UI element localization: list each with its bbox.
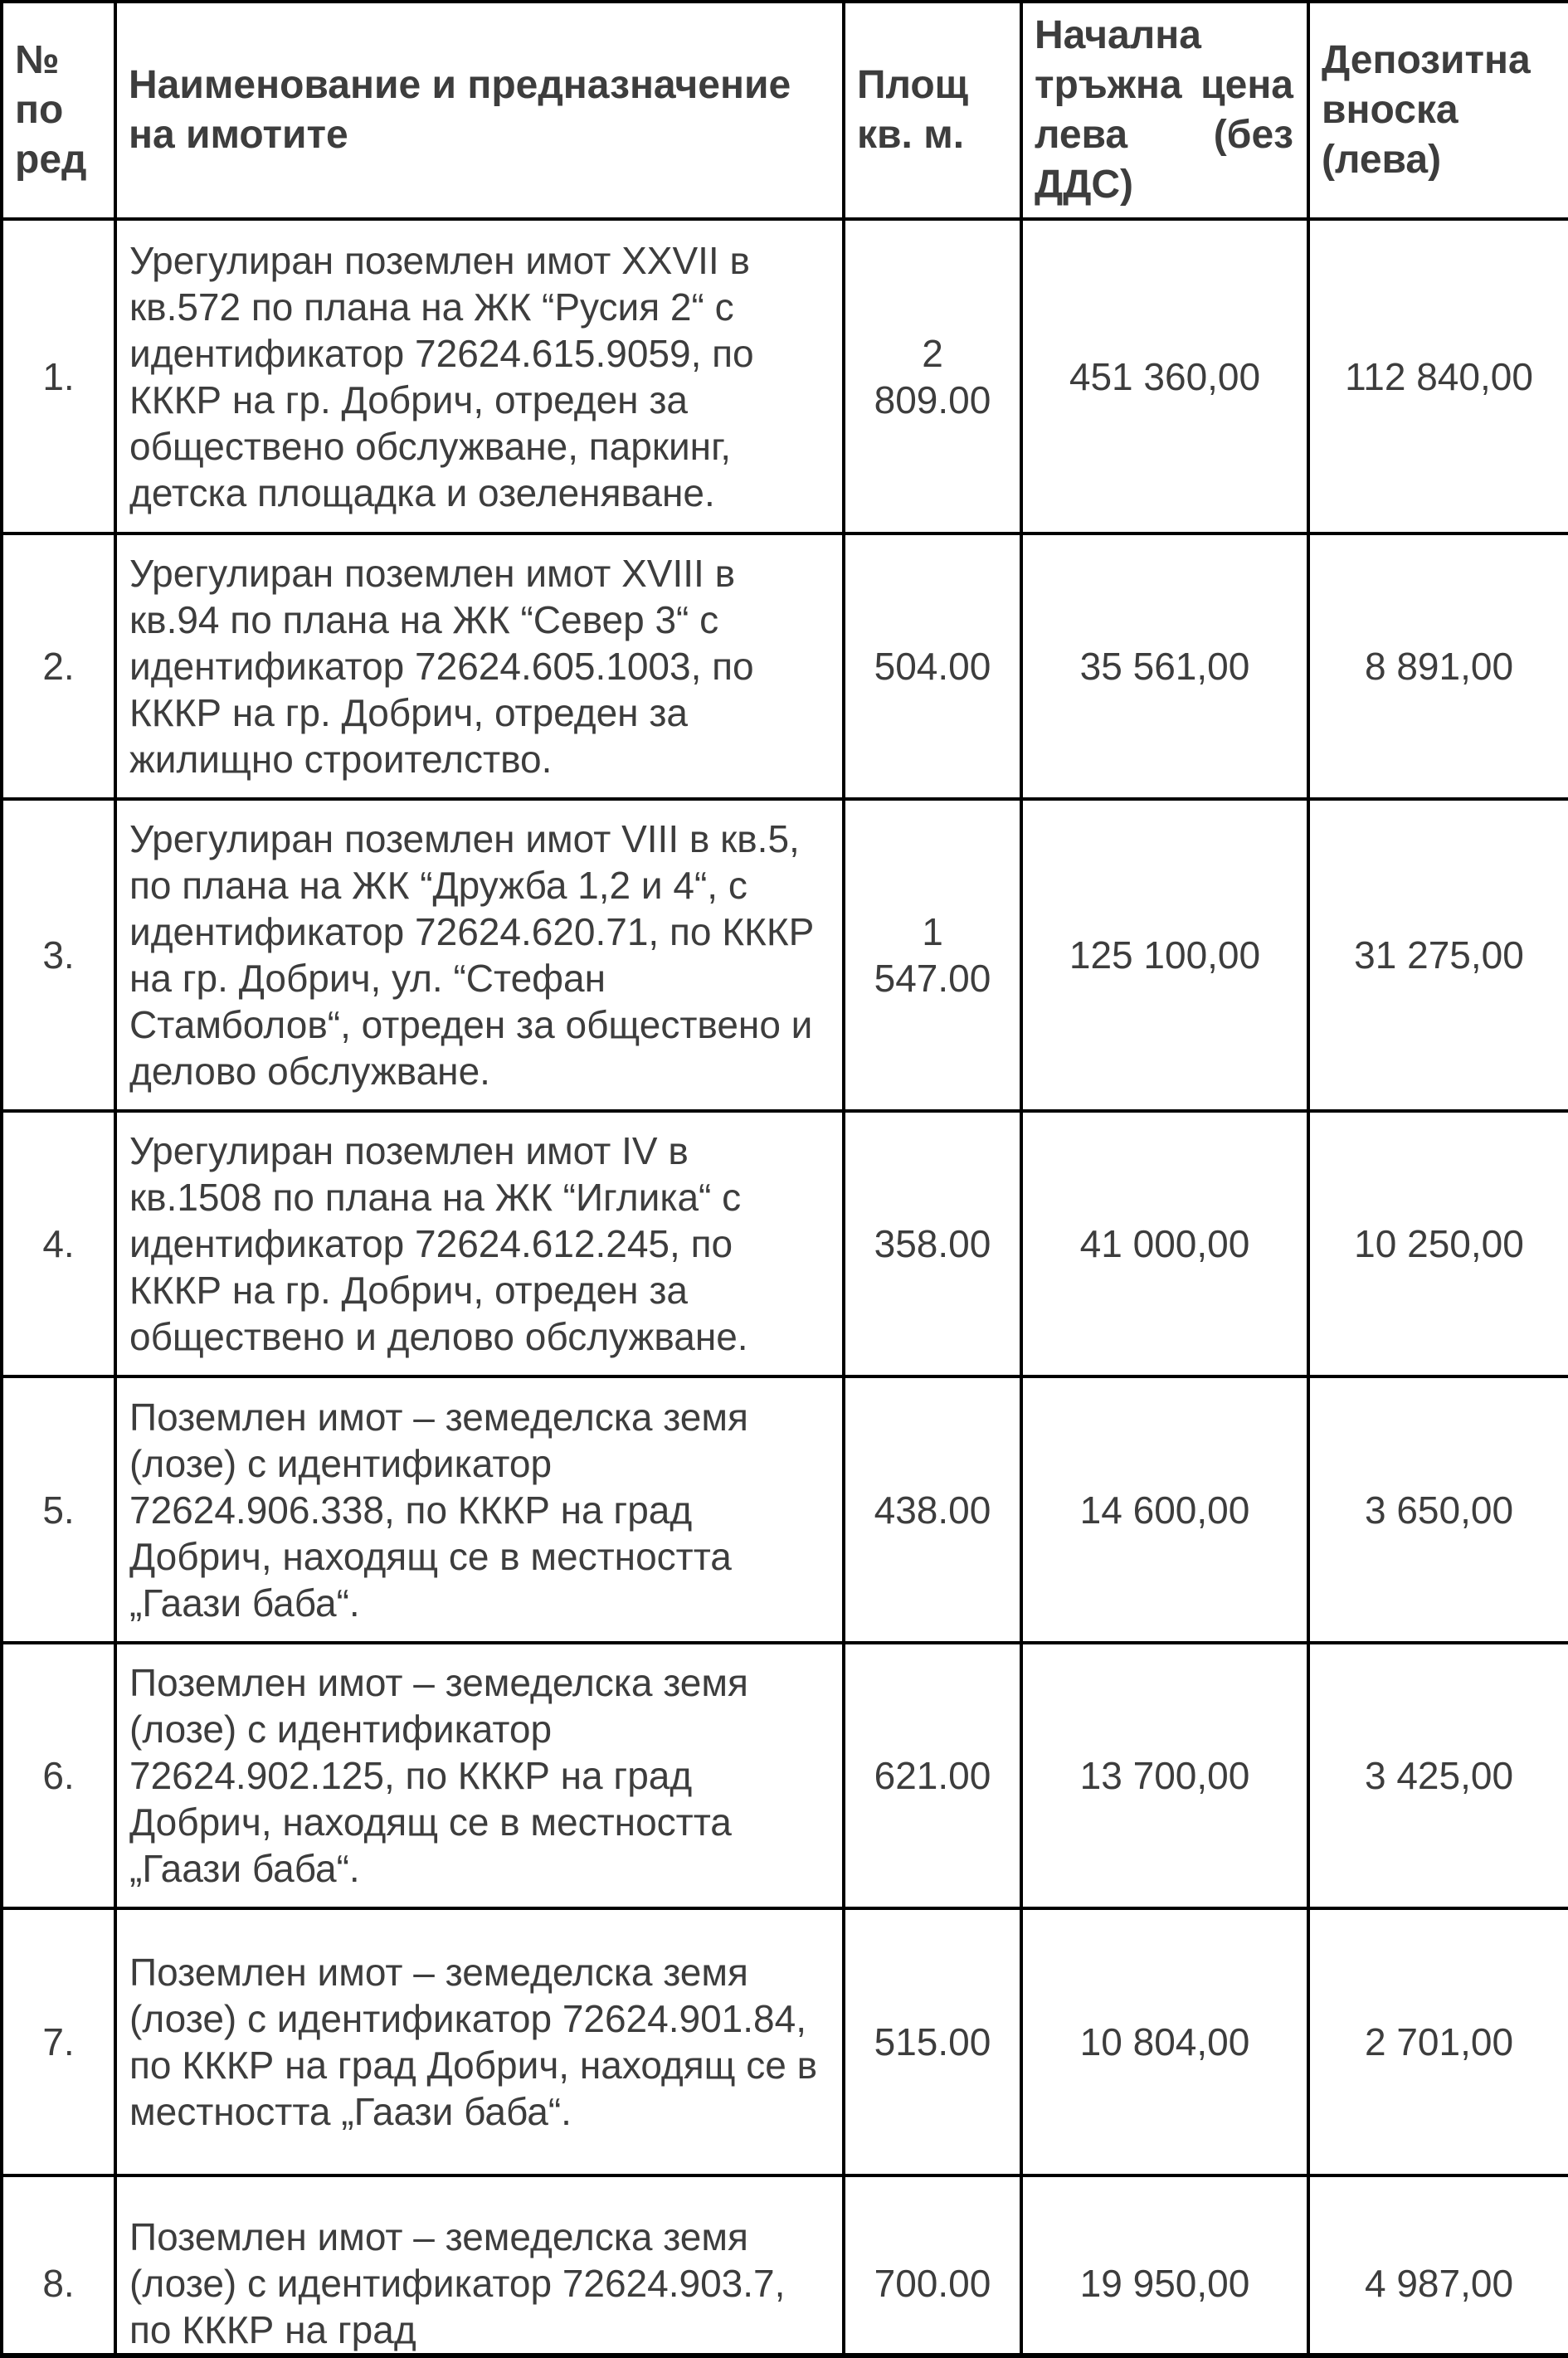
table-body xyxy=(2,219,1568,2358)
deposit-cell: 3 650,00 xyxy=(1308,1376,1568,1643)
property-description-cell: Урегулиран поземлен имот XXVII в кв.572 по плана на ЖК “Русия 2“ с идентификатор 72624.615.9059, по КККР на гр. Добрич, отреден за обществено обслужване, паркинг, детска площадка и озеленяване. xyxy=(115,219,844,533)
area-cell: 504.00 xyxy=(844,533,1021,799)
area-cell: 700.00 xyxy=(844,2175,1021,2358)
row-number-cell: 5. xyxy=(2,1376,115,1643)
property-description-cell: Урегулиран поземлен имот XVIII в кв.94 по плана на ЖК “Север 3“ с идентификатор 72624.605.1003, по КККР на гр. Добрич, отреден за жилищно строителство. xyxy=(115,533,844,799)
starting-price-cell: 14 600,00 xyxy=(1021,1376,1308,1643)
deposit-cell: 3 425,00 xyxy=(1308,1643,1568,1908)
column-header-area: Площ кв. м. xyxy=(844,2,1021,219)
table-row xyxy=(2,219,1568,533)
row-number-cell: 3. xyxy=(2,799,115,1111)
table-row xyxy=(2,533,1568,799)
area-cell: 358.00 xyxy=(844,1111,1021,1376)
property-description-cell: Поземлен имот – земеделска земя (лозе) с идентификатор 72624.903.7, по КККР на град xyxy=(115,2175,844,2358)
row-number-cell: 6. xyxy=(2,1643,115,1908)
row-number-cell: 7. xyxy=(2,1908,115,2175)
starting-price-cell: 13 700,00 xyxy=(1021,1643,1308,1908)
area-cell: 621.00 xyxy=(844,1643,1021,1908)
page-bottom-edge xyxy=(0,2353,1568,2358)
column-header-row-number: № по ред xyxy=(2,2,115,219)
property-description-cell: Поземлен имот – земеделска земя (лозе) с идентификатор 72624.906.338, по КККР на град Добрич, находящ се в местността „Гаази баба“. xyxy=(115,1376,844,1643)
row-number-cell: 2. xyxy=(2,533,115,799)
property-description-cell: Поземлен имот – земеделска земя (лозе) с идентификатор 72624.901.84, по КККР на град Добрич, находящ се в местността „Гаази баба“. xyxy=(115,1908,844,2175)
table-row xyxy=(2,1111,1568,1376)
column-header-starting-price: Начална тръжна цена лева (без ДДС) xyxy=(1021,2,1308,219)
starting-price-cell: 451 360,00 xyxy=(1021,219,1308,533)
area-cell: 515.00 xyxy=(844,1908,1021,2175)
deposit-cell: 10 250,00 xyxy=(1308,1111,1568,1376)
table-row xyxy=(2,2175,1568,2358)
starting-price-cell: 19 950,00 xyxy=(1021,2175,1308,2358)
deposit-cell: 31 275,00 xyxy=(1308,799,1568,1111)
area-cell: 1 547.00 xyxy=(844,799,1021,1111)
deposit-cell: 8 891,00 xyxy=(1308,533,1568,799)
property-description-cell: Урегулиран поземлен имот VIII в кв.5, по плана на ЖК “Дружба 1,2 и 4“, с идентификатор 72624.620.71, по КККР на гр. Добрич, ул. “Стефан Стамболов“, отреден за обществено и делово обслужване. xyxy=(115,799,844,1111)
starting-price-cell: 35 561,00 xyxy=(1021,533,1308,799)
header-row xyxy=(2,2,1568,219)
property-description-cell: Урегулиран поземлен имот IV в кв.1508 по плана на ЖК “Иглика“ с идентификатор 72624.612.245, по КККР на гр. Добрич, отреден за обществено и делово обслужване. xyxy=(115,1111,844,1376)
column-header-property-name: Наименование и предназначение на имотите xyxy=(115,2,844,219)
table-row xyxy=(2,1908,1568,2175)
row-number-cell: 8. xyxy=(2,2175,115,2358)
row-number-cell: 4. xyxy=(2,1111,115,1376)
property-description-cell: Поземлен имот – земеделска земя (лозе) с идентификатор 72624.902.125, по КККР на град Добрич, находящ се в местността „Гаази баба“. xyxy=(115,1643,844,1908)
deposit-cell: 4 987,00 xyxy=(1308,2175,1568,2358)
area-cell: 2 809.00 xyxy=(844,219,1021,533)
table-row xyxy=(2,1643,1568,1908)
table-row xyxy=(2,799,1568,1111)
starting-price-cell: 125 100,00 xyxy=(1021,799,1308,1111)
deposit-cell: 2 701,00 xyxy=(1308,1908,1568,2175)
area-cell: 438.00 xyxy=(844,1376,1021,1643)
column-header-deposit: Депозитна вноска (лева) xyxy=(1308,2,1568,219)
starting-price-cell: 41 000,00 xyxy=(1021,1111,1308,1376)
deposit-cell: 112 840,00 xyxy=(1308,219,1568,533)
table-row xyxy=(2,1376,1568,1643)
starting-price-cell: 10 804,00 xyxy=(1021,1908,1308,2175)
row-number-cell: 1. xyxy=(2,219,115,533)
table-header xyxy=(2,2,1568,219)
